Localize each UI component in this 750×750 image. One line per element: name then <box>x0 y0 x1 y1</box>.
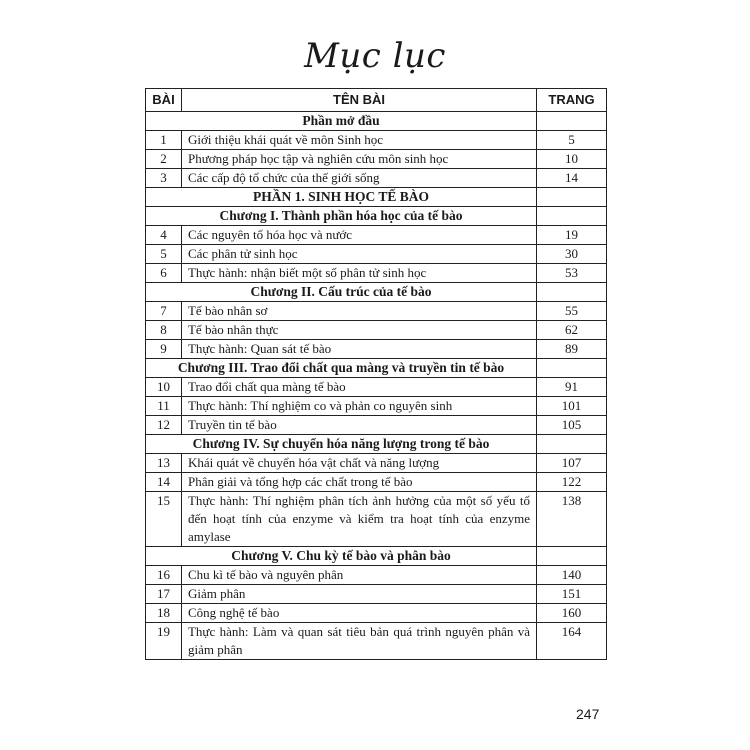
lesson-page: 151 <box>537 585 607 604</box>
section-title: Phần mở đầu <box>146 112 537 131</box>
section-title: Chương II. Cấu trúc của tế bào <box>146 283 537 302</box>
lesson-name: Các phân tử sinh học <box>181 245 536 264</box>
lesson-name: Truyền tin tế bào <box>181 416 536 435</box>
lesson-page: 55 <box>537 302 607 321</box>
section-row <box>146 283 607 302</box>
section-page-cell <box>537 283 607 302</box>
lesson-number: 5 <box>146 245 182 264</box>
table-row <box>146 585 607 604</box>
lesson-page: 62 <box>537 321 607 340</box>
table-body <box>146 112 607 660</box>
section-page-cell <box>537 435 607 454</box>
lesson-name: Giảm phân <box>181 585 536 604</box>
lesson-number: 1 <box>146 131 182 150</box>
lesson-number: 19 <box>146 623 182 660</box>
table-row <box>146 378 607 397</box>
lesson-number: 11 <box>146 397 182 416</box>
lesson-name: Thực hành: nhận biết một số phân tử sinh học <box>181 264 536 283</box>
section-page-cell <box>537 359 607 378</box>
section-row <box>146 207 607 226</box>
section-title: Chương III. Trao đổi chất qua màng và truyền tin tế bào <box>146 359 537 378</box>
table-row <box>146 302 607 321</box>
header-name: TÊN BÀI <box>181 89 536 112</box>
section-title: Chương V. Chu kỳ tế bào và phân bào <box>146 547 537 566</box>
lesson-page: 91 <box>537 378 607 397</box>
lesson-name: Tế bào nhân sơ <box>181 302 536 321</box>
table-row <box>146 623 607 660</box>
lesson-page: 89 <box>537 340 607 359</box>
lesson-number: 16 <box>146 566 182 585</box>
lesson-name: Các cấp độ tổ chức của thế giới sống <box>181 169 536 188</box>
lesson-name: Công nghệ tế bào <box>181 604 536 623</box>
lesson-page: 30 <box>537 245 607 264</box>
table-row <box>146 566 607 585</box>
table-row <box>146 226 607 245</box>
page-title: Mục lục <box>304 36 446 76</box>
lesson-number: 2 <box>146 150 182 169</box>
section-page-cell <box>537 547 607 566</box>
lesson-name: Khái quát về chuyển hóa vật chất và năng lượng <box>181 454 536 473</box>
lesson-name: Các nguyên tố hóa học và nước <box>181 226 536 245</box>
table-header-row <box>146 89 607 112</box>
lesson-page: 19 <box>537 226 607 245</box>
lesson-page: 160 <box>537 604 607 623</box>
lesson-page: 10 <box>537 150 607 169</box>
table-row <box>146 264 607 283</box>
lesson-name: Tế bào nhân thực <box>181 321 536 340</box>
table-row <box>146 169 607 188</box>
lesson-number: 18 <box>146 604 182 623</box>
lesson-page: 122 <box>537 473 607 492</box>
lesson-page: 105 <box>537 416 607 435</box>
table-row <box>146 416 607 435</box>
header-lesson: BÀI <box>146 89 182 112</box>
table-row <box>146 131 607 150</box>
lesson-number: 8 <box>146 321 182 340</box>
lesson-page: 14 <box>537 169 607 188</box>
lesson-number: 6 <box>146 264 182 283</box>
section-row <box>146 435 607 454</box>
section-title: Chương IV. Sự chuyển hóa năng lượng trong tế bào <box>146 435 537 454</box>
lesson-name: Phương pháp học tập và nghiên cứu môn sinh học <box>181 150 536 169</box>
table-row <box>146 245 607 264</box>
table-row <box>146 473 607 492</box>
section-page-cell <box>537 207 607 226</box>
table-row <box>146 397 607 416</box>
table-row <box>146 492 607 547</box>
lesson-number: 15 <box>146 492 182 547</box>
lesson-name: Trao đổi chất qua màng tế bào <box>181 378 536 397</box>
lesson-page: 164 <box>537 623 607 660</box>
lesson-number: 4 <box>146 226 182 245</box>
lesson-number: 12 <box>146 416 182 435</box>
page-number: 247 <box>576 706 600 722</box>
section-page-cell <box>537 188 607 207</box>
lesson-page: 107 <box>537 454 607 473</box>
lesson-page: 138 <box>537 492 607 547</box>
lesson-number: 14 <box>146 473 182 492</box>
table-row <box>146 340 607 359</box>
table-row <box>146 321 607 340</box>
section-row <box>146 359 607 378</box>
lesson-name: Giới thiệu khái quát về môn Sinh học <box>181 131 536 150</box>
lesson-page: 53 <box>537 264 607 283</box>
section-title: PHẦN 1. SINH HỌC TẾ BÀO <box>146 188 537 207</box>
lesson-number: 3 <box>146 169 182 188</box>
lesson-page: 101 <box>537 397 607 416</box>
lesson-number: 9 <box>146 340 182 359</box>
lesson-name: Thực hành: Làm và quan sát tiêu bản quá trình nguyên phân và giảm phân <box>181 623 536 660</box>
table-of-contents <box>145 88 607 660</box>
lesson-name: Chu kì tế bào và nguyên phân <box>181 566 536 585</box>
lesson-page: 140 <box>537 566 607 585</box>
section-row <box>146 188 607 207</box>
table-row <box>146 150 607 169</box>
lesson-page: 5 <box>537 131 607 150</box>
section-page-cell <box>537 112 607 131</box>
lesson-name: Thực hành: Thí nghiệm co và phản co nguyên sinh <box>181 397 536 416</box>
lesson-number: 10 <box>146 378 182 397</box>
section-title: Chương I. Thành phần hóa học của tế bào <box>146 207 537 226</box>
section-row <box>146 112 607 131</box>
lesson-number: 17 <box>146 585 182 604</box>
section-row <box>146 547 607 566</box>
lesson-name: Thực hành: Quan sát tế bào <box>181 340 536 359</box>
header-page: TRANG <box>537 89 607 112</box>
table-row <box>146 604 607 623</box>
lesson-number: 7 <box>146 302 182 321</box>
lesson-number: 13 <box>146 454 182 473</box>
table-row <box>146 454 607 473</box>
lesson-name: Phân giải và tổng hợp các chất trong tế bào <box>181 473 536 492</box>
lesson-name: Thực hành: Thí nghiệm phân tích ảnh hưởng của một số yếu tố đến hoạt tính của enzyme và kiểm tra hoạt tính của enzyme amylase <box>181 492 536 547</box>
